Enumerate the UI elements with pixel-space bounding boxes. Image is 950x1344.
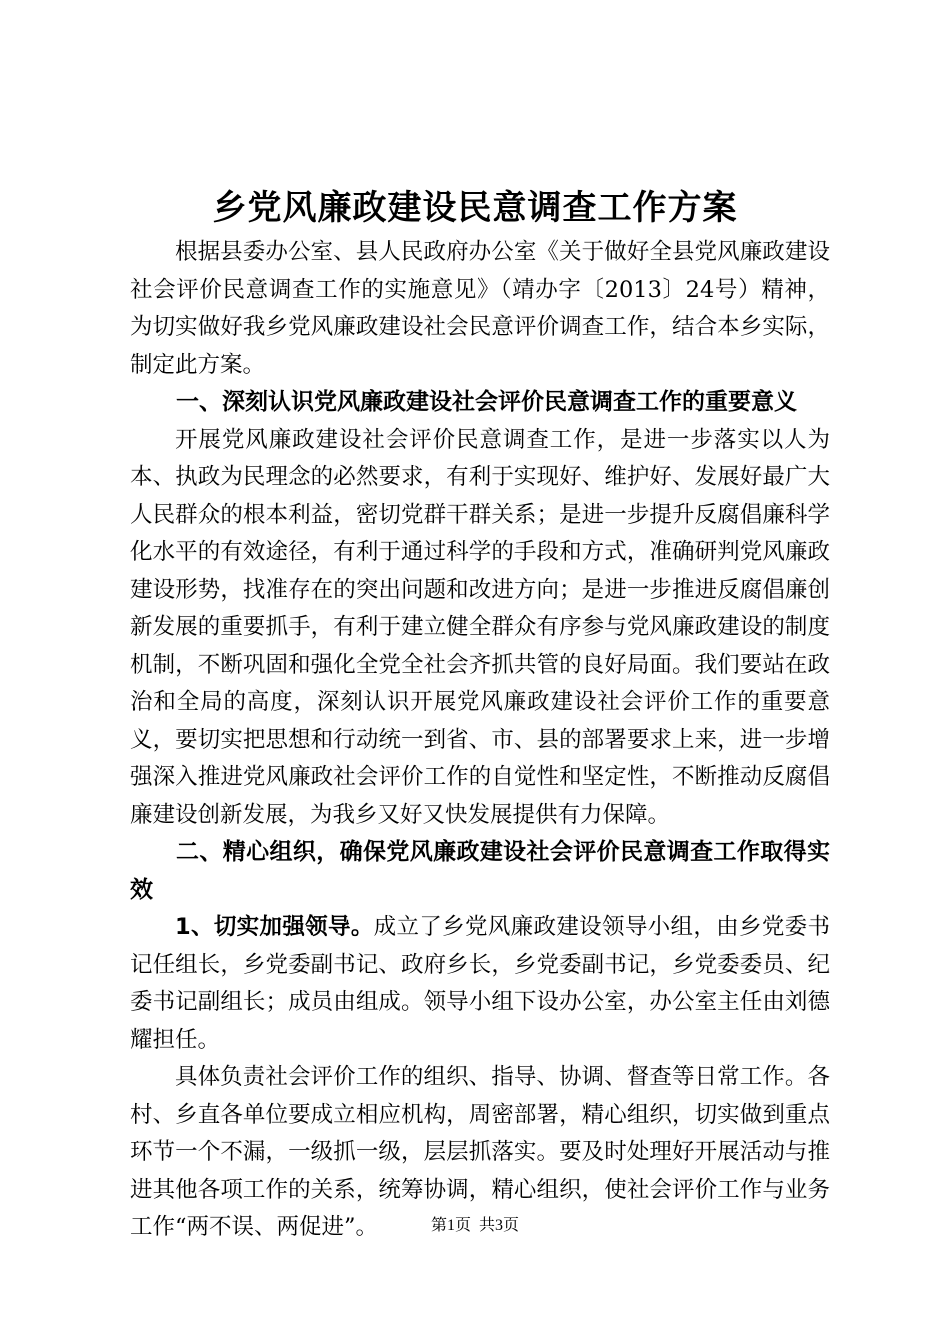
- section-1-heading: 一、深刻认识党风廉政建设社会评价民意调查工作的重要意义: [176, 389, 797, 415]
- total-pages: 共3页: [479, 1217, 520, 1234]
- section-2-heading: 二、精心组织，确保党风廉政建设社会评价民意调查工作取得实效: [130, 839, 830, 903]
- section-1-paragraph: 开展党风廉政建设社会评价民意调查工作，是进一步落实以人为本、执政为民理念的必然要求，有利于实现好、维护好、发展好最广大人民群众的根本利益，密切党群干群关系；是进一步提升反腐倡廉科学化水平的有效途径，有利于通过科学的手段和方式，准确研判党风廉政建设形势，找准存在的突出问题和改进方向；是进一步推进反腐倡廉创新发展的重要抓手，有利于建立健全群众有序参与党风廉政建设的制度机制，不断巩固和强化全党全社会齐抓共管的良好局面。我们要站在政治和全局的高度，深刻认识开展党风廉政建设社会评价工作的重要意义，要切实把思想和行动统一到省、市、县的部署要求上来，进一步增强深入推进党风廉政社会评价工作的自觉性和坚定性，不断推动反腐倡廉建设创新发展，为我乡又好又快发展提供有力保障。: [130, 426, 830, 828]
- page-footer: [0, 1214, 950, 1238]
- section-2-item-1-paragraph: [130, 909, 830, 1059]
- item-1-body: 成立了乡党风廉政建设领导小组，由乡党委书记任组长，乡党委副书记、政府乡长，乡党委副书记，乡党委委员、纪委书记副组长；成员由组成。领导小组下设办公室，办公室主任由刘德耀担任。: [130, 914, 830, 1053]
- intro-paragraph: 根据县委办公室、县人民政府办公室《关于做好全县党风廉政建设社会评价民意调查工作的实施意见》（靖办字〔2013〕24号）精神，为切实做好我乡党风廉政建设社会民意评价调查工作，结合本乡实际，制定此方案。: [130, 239, 830, 378]
- section-2-paragraph-2: 具体负责社会评价工作的组织、指导、协调、督查等日常工作。各村、乡直各单位要成立相应机构，周密部署，精心组织，切实做到重点环节一个不漏，一级抓一级，层层抓落实。要及时处理好开展活动与推进其他各项工作的关系，统筹协调，精心组织，使社会评价工作与业务工作“两不误、两促进”。: [130, 1064, 830, 1240]
- item-1-lead: 1、切实加强领导。: [175, 914, 374, 940]
- page-number: 第1页: [430, 1217, 471, 1234]
- document-body: [130, 234, 830, 1247]
- document-title: 乡党风廉政建设民意调查工作方案: [212, 188, 738, 228]
